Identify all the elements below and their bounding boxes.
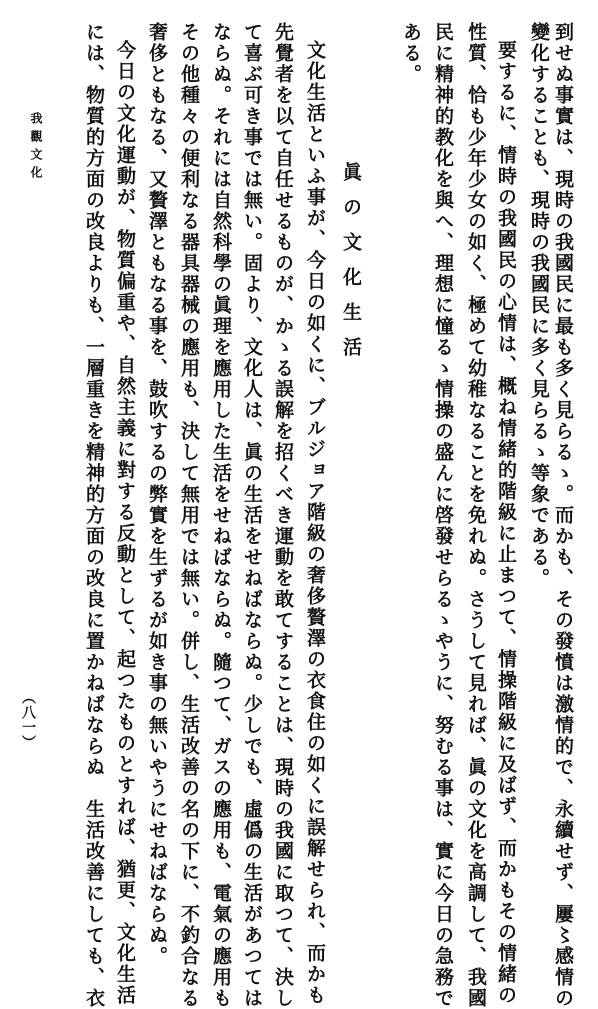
text-column-14: には、物質的方面の改良よりも、一層重きを精神的方面の改良に置かねばならぬ 生活改善にしても、衣 (83, 22, 105, 1009)
running-header: 我觀文化 (29, 112, 43, 184)
text-column-2: 變化することも、現時の我國民に多く見らるゝ等象である。 (528, 22, 550, 589)
text-column-1: 到せぬ事實は、現時の我國民に最も多く見らるゝ。而かも、その發憤は激情的で、永續せず、屢〻感情の (552, 22, 574, 1009)
text-column-12: 奢侈ともなる、又贅澤ともなる事を、鼓吹するの弊實を生ずるが如き事の無いやうにせねばならぬ。 (146, 22, 168, 967)
text-column-13: 今日の文化運動が、物質偏重や、自然主義に對する反動として、起つたものとすれば、猶更、文化生活 (114, 40, 136, 1006)
page-number: （八一） (20, 690, 36, 750)
text-column-6: ある。 (400, 22, 422, 85)
text-column-9: て喜ぶ可き事では無い。固より、文化人は、眞の生活をせねばならぬ。少しでも、虛僞の生活があつては (241, 22, 263, 1009)
text-column-5: 民に精神的教化を與へ、理想に憧るゝ情操の盛んに啓發せらるゝやうに、努むる事は、實に今日の急務で (432, 22, 454, 1009)
text-column-8: 先覺者を以て自任せるものが、かゝる誤解を招くべき運動を敢てすることは、現時の我國に取つて、決し (272, 22, 294, 1009)
text-column-11: その他種々の便利なる器具器械の應用も、決して無用では無い。併し、生活改善の名の下に、不釣合なる (178, 22, 200, 1009)
text-column-7: 文化生活といふ事が、今日の如くに、ブルジョア階級の奢侈贅澤の衣食住の如くに誤解せられ、而かも (304, 40, 326, 1006)
text-column-10: ならぬ。それには自然科學の眞理を應用した生活をせねばならぬ。隨つて、ガスの應用も、電氣の應用も (210, 22, 232, 1009)
section-heading: 眞の文化生活 (340, 162, 362, 372)
text-column-4: 性質、恰も少年少女の如く、極めて幼稚なることを免れぬ。さうして見れば、眞の文化を高調して、我國 (465, 22, 487, 1009)
text-column-3: 要するに、情時の我國民の心情は、概ね情緒的階級に止まつて、情操階級に及ばず、而かもその情緒の (495, 40, 517, 1006)
